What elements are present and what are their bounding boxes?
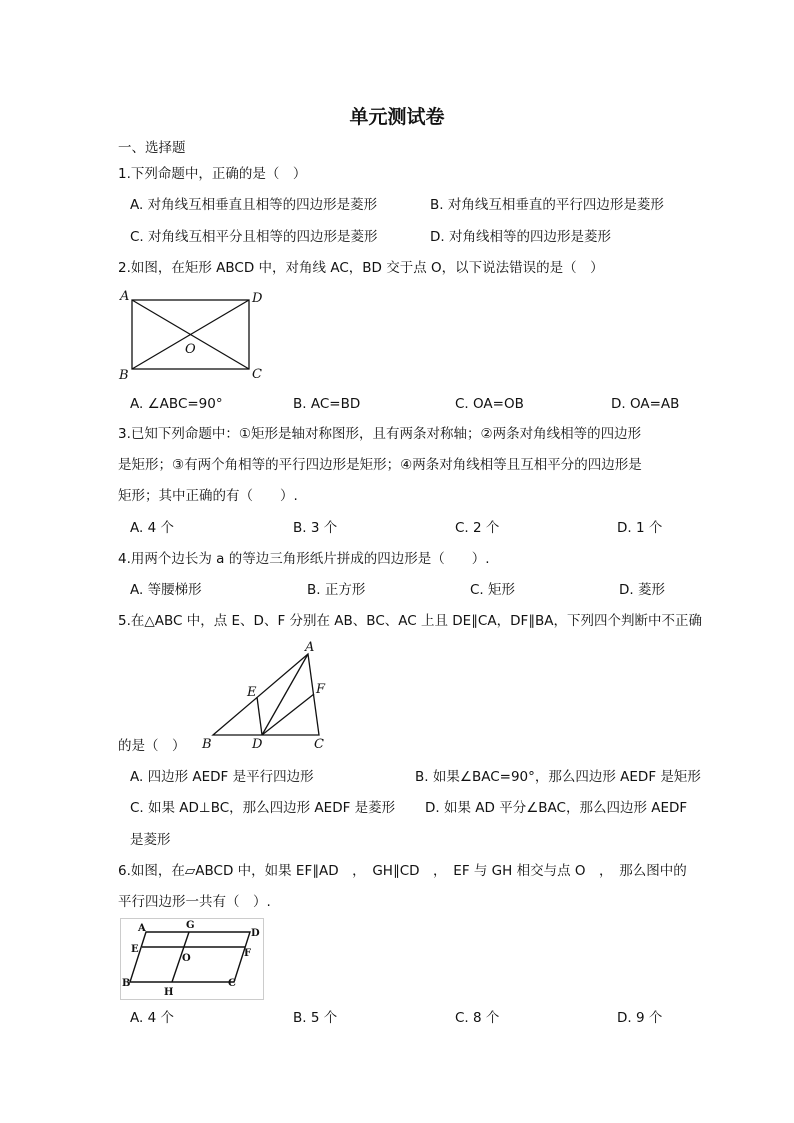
parallelogram-figure <box>120 918 264 1000</box>
question-5-option-c: C. 如果 AD⊥BC，那么四边形 AEDF 是菱形 <box>130 800 396 816</box>
figure-label-d: D <box>252 291 263 306</box>
question-5-option-d: D. 如果 AD 平分∠BAC，那么四边形 AEDF <box>425 800 688 816</box>
figure-label-o: O <box>182 953 191 964</box>
question-1-stem: 1.下列命题中，正确的是（ ） <box>118 166 307 182</box>
question-3-stem-line-3: 矩形；其中正确的有（ ）. <box>118 488 298 504</box>
rectangle-figure <box>115 288 275 384</box>
question-2-option-b: B. AC=BD <box>293 396 361 412</box>
figure-label-d: D <box>251 928 260 939</box>
question-3-option-a: A. 4 个 <box>130 520 174 536</box>
question-4-stem: 4.用两个边长为 a 的等边三角形纸片拼成的四边形是（ ）. <box>118 551 490 567</box>
question-4-option-d: D. 菱形 <box>619 582 665 598</box>
question-2-option-c: C. OA=OB <box>455 396 524 412</box>
question-5-option-a: A. 四边形 AEDF 是平行四边形 <box>130 769 314 785</box>
triangle-figure <box>198 640 338 752</box>
figure-label-e: E <box>247 685 257 700</box>
figure-label-e: E <box>131 944 139 955</box>
figure-label-a: A <box>138 923 146 934</box>
page-title: 单元测试卷 <box>349 106 445 128</box>
question-4-option-a: A. 等腰梯形 <box>130 582 202 598</box>
figure-label-b: B <box>119 368 129 383</box>
question-6-stem-line-2: 平行四边形一共有（ ）. <box>118 894 271 910</box>
figure-label-a: A <box>120 289 130 304</box>
figure-label-h: H <box>164 987 174 998</box>
question-4-option-b: B. 正方形 <box>307 582 366 598</box>
question-6-option-b: B. 5 个 <box>293 1010 338 1026</box>
question-3-option-d: D. 1 个 <box>617 520 663 536</box>
figure-label-b: B <box>122 978 131 989</box>
question-6-option-c: C. 8 个 <box>455 1010 500 1026</box>
figure-label-c: C <box>228 978 236 989</box>
question-3-option-b: B. 3 个 <box>293 520 338 536</box>
question-6-stem-line-1: 6.如图，在▱ABCD 中，如果 EF∥AD ， GH∥CD ， EF 与 GH 相交与点 O ， 那么图中的 <box>118 863 687 879</box>
figure-label-o: O <box>185 342 196 357</box>
question-1-option-b: B. 对角线互相垂直的平行四边形是菱形 <box>430 197 664 213</box>
figure-label-f: F <box>316 682 326 697</box>
question-5-option-d-continued: 是菱形 <box>130 832 171 848</box>
figure-label-c: C <box>314 737 324 752</box>
question-6-option-d: D. 9 个 <box>617 1010 663 1026</box>
figure-label-g: G <box>186 920 195 931</box>
question-2-option-a: A. ∠ABC=90° <box>130 396 223 412</box>
question-1-option-c: C. 对角线互相平分且相等的四边形是菱形 <box>130 229 378 245</box>
figure-label-b: B <box>202 737 212 752</box>
question-2-stem: 2.如图，在矩形 ABCD 中，对角线 AC，BD 交于点 O，以下说法错误的是（ ） <box>118 260 604 276</box>
figure-label-c: C <box>252 367 262 382</box>
question-2-option-d: D. OA=AB <box>611 396 680 412</box>
figure-label-d: D <box>252 737 263 752</box>
figure-label-a: A <box>305 640 315 655</box>
question-3-stem-line-1: 3.已知下列命题中：①矩形是轴对称图形，且有两条对称轴；②两条对角线相等的四边形 <box>118 426 642 442</box>
question-5-stem: 5.在△ABC 中，点 E、D、F 分别在 AB、BC、AC 上且 DE∥CA，DF∥BA，下列四个判断中不正确 <box>118 613 702 629</box>
question-4-option-c: C. 矩形 <box>470 582 516 598</box>
question-5-stem-end: 的是（ ） <box>118 738 186 754</box>
question-3-option-c: C. 2 个 <box>455 520 500 536</box>
question-3-stem-line-2: 是矩形；③有两个角相等的平行四边形是矩形；④两条对角线相等且互相平分的四边形是 <box>118 457 642 473</box>
question-5-option-b: B. 如果∠BAC=90°，那么四边形 AEDF 是矩形 <box>415 769 701 785</box>
question-6-option-a: A. 4 个 <box>130 1010 174 1026</box>
section-heading: 一、选择题 <box>118 140 186 156</box>
question-1-option-a: A. 对角线互相垂直且相等的四边形是菱形 <box>130 197 378 213</box>
question-1-option-d: D. 对角线相等的四边形是菱形 <box>430 229 611 245</box>
figure-label-f: F <box>244 948 252 959</box>
